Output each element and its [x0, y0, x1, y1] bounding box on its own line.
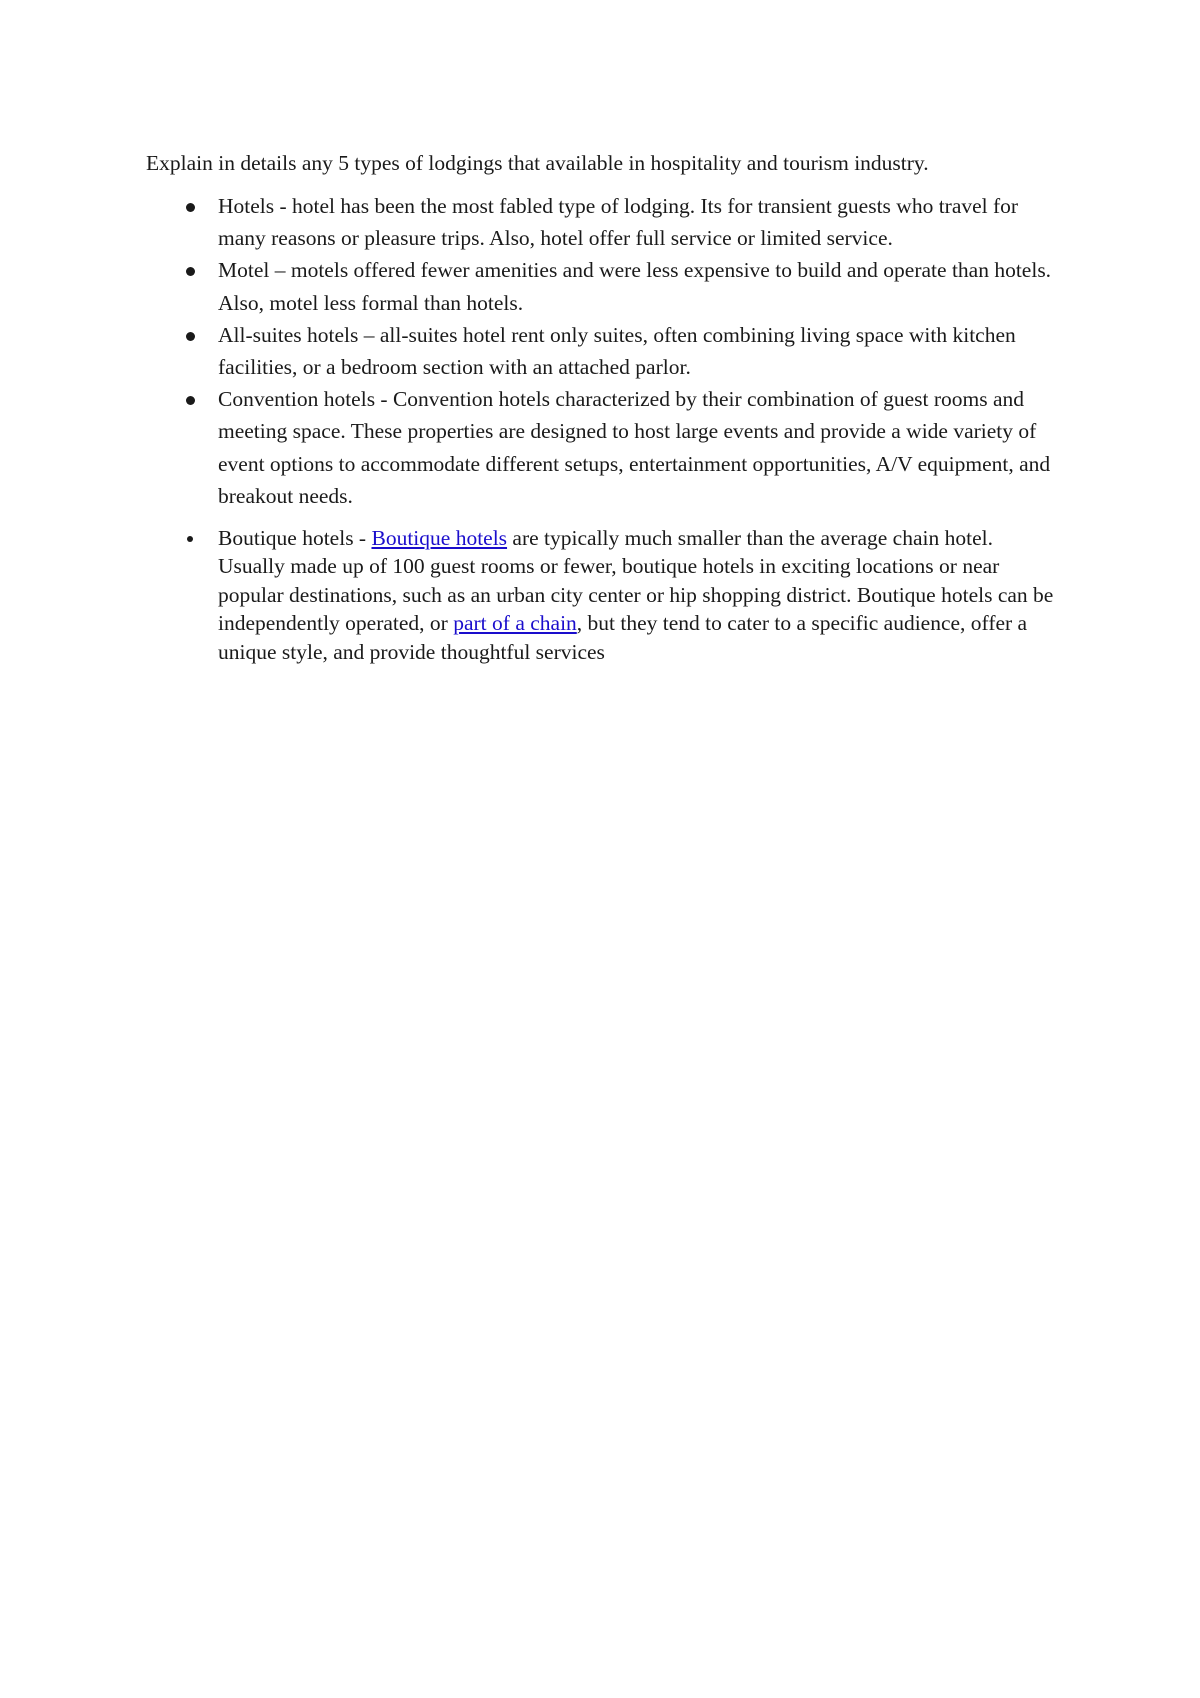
list-item-hotels: [146, 190, 1056, 254]
list-item-convention-hotels: [146, 383, 1056, 512]
item-text: Convention hotels - Convention hotels characterized by their combination of guest rooms and meeting space. These properties are designed to host large events and provide a wide variety of event options to accommodate different setups, entertainment opportunities, A/V equipment, and breakout needs.: [218, 387, 1051, 508]
item-suffix: , but they tend to cater to a specific audience, offer a unique style, and provide thoughtful services: [218, 611, 1028, 664]
bullet-icon: [186, 203, 195, 212]
item-text: Motel – motels offered fewer amenities and were less expensive to build and operate than hotels. Also, motel less formal than hotels.: [218, 258, 1052, 315]
list-item-all-suites-hotels: [146, 319, 1056, 383]
bullet-icon: [186, 267, 195, 276]
question-text: Explain in details any 5 types of lodgings that available in hospitality and tourism industry.: [146, 151, 929, 175]
item-text: Hotels - hotel has been the most fabled type of lodging. Its for transient guests who travel for many reasons or pleasure trips. Also, hotel offer full service or limited service.: [218, 194, 1019, 251]
boutique-hotels-link[interactable]: Boutique hotels: [371, 526, 508, 551]
bullet-icon: [186, 332, 195, 341]
bullet-icon: [187, 536, 193, 542]
list-item-boutique-hotels: [146, 524, 1056, 666]
lodging-types-list: [146, 190, 1056, 666]
list-item-motel: [146, 254, 1056, 318]
item-text: All-suites hotels – all-suites hotel rent only suites, often combining living space with kitchen facilities, or a bedroom section with an attached parlor.: [218, 322, 1016, 380]
item-prefix: Boutique hotels -: [218, 526, 372, 551]
bullet-icon: [186, 396, 195, 405]
part-of-a-chain-link[interactable]: part of a chain: [453, 611, 577, 636]
item-middle: are typically much smaller than the average chain hotel. Usually made up of 100 guest rooms or fewer, boutique hotels in exciting locations or near popular destinations, such as an urban city center or hip shopping district. Boutique hotels can be independently operated, or: [218, 526, 1054, 636]
